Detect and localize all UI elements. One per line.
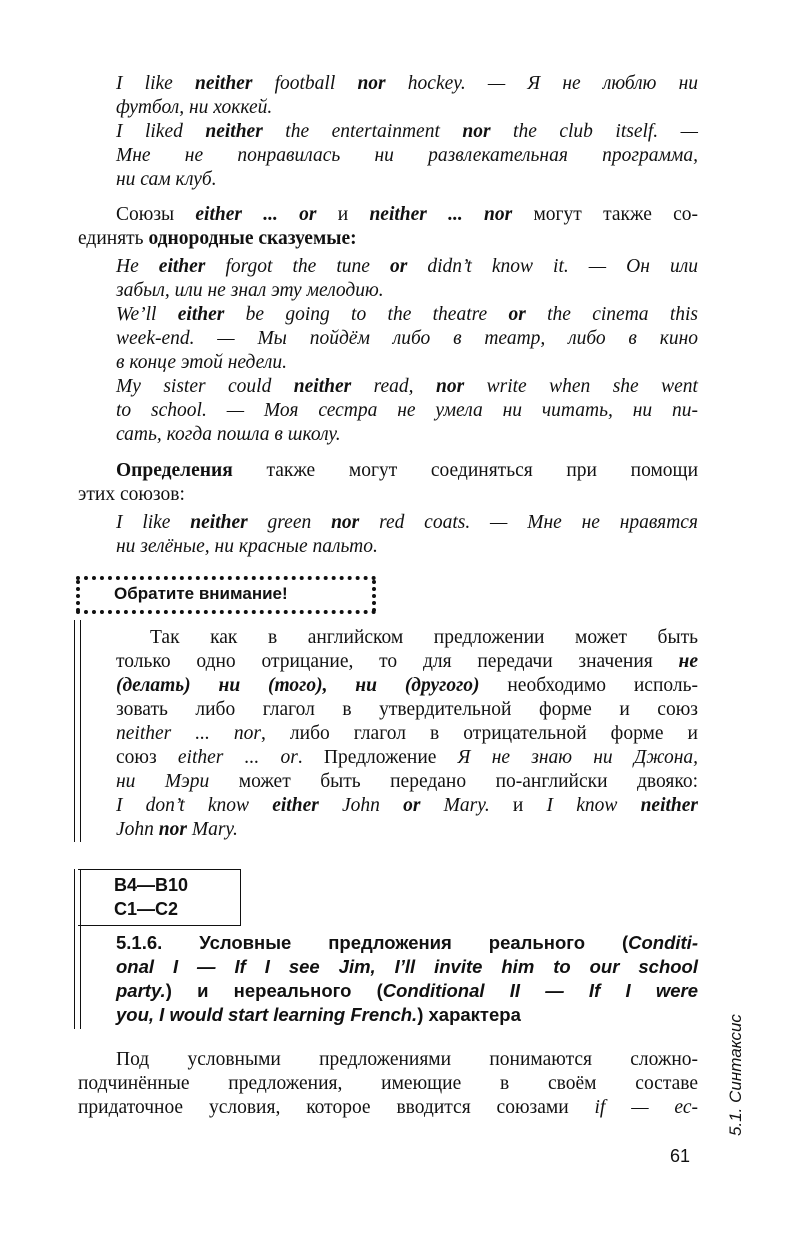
example-line: I liked neither the entertainment nor the club itself. — (116, 121, 699, 142)
body-line: единять однородные сказуемые: (78, 228, 357, 249)
note-line: только одно отрицание, то для передачи значения не (116, 651, 698, 672)
body-line: Под условными предложениями понимаются сложно- (116, 1049, 698, 1070)
note-rule-outer (74, 620, 75, 842)
note-line: neither ... nor, либо глагол в отрицательной форме и (116, 723, 698, 744)
note-line: I don’t know either John or Mary. и I know neither (116, 795, 699, 816)
note-rule-inner (80, 620, 81, 842)
chapter-side-label: 5.1. Синтаксис (726, 1014, 745, 1136)
note-border-bottom (76, 610, 376, 614)
body-line: придаточное условия, которое вводится союзами if — ес- (78, 1097, 698, 1118)
note-line: Так как в английском предложении может быть (150, 627, 698, 648)
example-line: to school. — Моя сестра не умела ни читать, ни пи- (116, 400, 698, 421)
body-line: Определения также могут соединяться при помощи (116, 460, 698, 481)
codes-box-right (240, 869, 241, 926)
body-line: Союзы either ... or и neither ... nor могут также со- (116, 204, 699, 225)
note-line: ни Мэри может быть передано по-английски двояко: (116, 771, 699, 792)
note-title: Обратите внимание! (114, 584, 288, 603)
example-line: футбол, ни хоккей. (116, 97, 273, 118)
note-line: союз either ... or. Предложение Я не знаю ни Джона, (116, 747, 698, 768)
page-number: 61 (670, 1146, 691, 1166)
example-line: He either forgot the tune or didn’t know it. — Он или (116, 256, 698, 277)
example-line: week-end. — Мы пойдём либо в театр, либо в кино (116, 328, 698, 349)
example-line: I like neither football nor hockey. — Я не люблю ни (116, 73, 699, 94)
codes-box-top (78, 869, 241, 870)
example-line: в конце этой недели. (116, 352, 287, 373)
section-rule-outer (74, 869, 75, 1029)
section-heading: you, I would start learning French.) характера (116, 1004, 521, 1025)
note-line: зовать либо глагол в утвердительной форме и союз (116, 699, 698, 720)
section-heading: onal I — If I see Jim, I’ll invite him to our school (116, 956, 698, 977)
example-line: ни зелёные, ни красные пальто. (116, 536, 378, 557)
example-line: We’ll either be going to the theatre or the cinema this (116, 304, 698, 325)
example-line: I like neither green nor red coats. — Мне не нравятся (116, 512, 698, 533)
note-border-right (372, 580, 376, 612)
codes-box-bottom (78, 925, 241, 926)
body-line: подчинённые предложения, имеющие в своём составе (78, 1073, 698, 1094)
example-line: забыл, или не знал эту мелодию. (116, 280, 384, 301)
exam-codes: B4—B10 (114, 875, 189, 895)
section-heading: 5.1.6. Условные предложения реального (Conditi- (116, 932, 698, 953)
note-line: John nor Mary. (116, 819, 238, 840)
section-rule-inner (80, 869, 81, 1029)
section-heading: party.) и нереального (Conditional II — If I were (116, 980, 698, 1001)
example-line: сать, когда пошла в школу. (116, 424, 341, 445)
note-line: (делать) ни (того), ни (другого) необходимо исполь- (116, 675, 698, 696)
example-line: My sister could neither read, nor write when she went (116, 376, 698, 397)
example-line: Мне не понравилась ни развлекательная программа, (116, 145, 698, 166)
note-border-left (76, 580, 80, 612)
exam-codes: C1—C2 (114, 899, 179, 919)
body-line: этих союзов: (78, 484, 185, 505)
note-border-top (76, 576, 376, 580)
example-line: ни сам клуб. (116, 169, 217, 190)
